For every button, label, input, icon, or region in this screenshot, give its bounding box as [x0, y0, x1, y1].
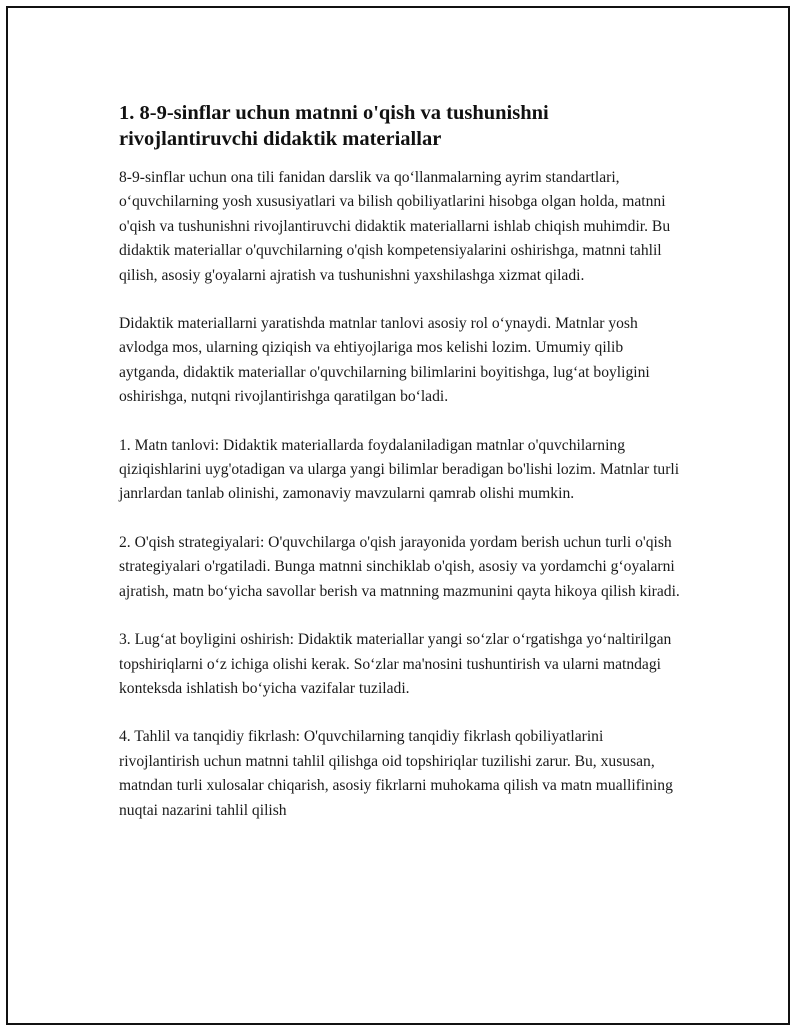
paragraph-point-3: 3. Lug‘at boyligini oshirish: Didaktik materiallar yangi so‘zlar o‘rgatishga yo‘naltirilgan topshiriqlarni o‘z ichiga olishi kerak. So‘zlar ma'nosini tushuntirish va ularni matndagi konteksda ishlatish bo‘yicha vazifalar tuziladi.	[119, 631, 672, 697]
paragraph-intro: 8-9-sinflar uchun ona tili fanidan darslik va qo‘llanmalarning ayrim standartlari, o‘quvchilarning yosh xususiyatlari va bilish qobiliyatlarini hisobga olgan holda, matnni o'qish va tushunishni rivojlantiruvchi didaktik materiallarni ishlab chiqish muhimdir. Bu didaktik materiallar o'quvchilarning o'qish kompetensiyalarini oshirishga, matnni tahlil qilish, asosiy g'oyalarni ajratish va tushunishni yaxshilashga xizmat qiladi.	[119, 169, 671, 284]
document-body	[119, 100, 684, 847]
paragraph-text-selection-role: Didaktik materiallarni yaratishda matnlar tanlovi asosiy rol o‘ynaydi. Matnlar yosh avlodga mos, ularning qiziqish va ehtiyojlariga mos kelishi lozim. Umumiy qilib aytganda, didaktik materiallar o'quvchilarning bilimlarini boyitishga, lug‘at boyligini oshirishga, nutqni rivojlantirishga qaratilgan bo‘ladi.	[119, 315, 650, 406]
paragraph-point-2: 2. O'qish strategiyalari: O'quvchilarga o'qish jarayonida yordam berish uchun turli o'qish strategiyalari o'rgatiladi. Bunga matnni sinchiklab o'qish, asosiy va yordamchi g‘oyalarni ajratish, matn bo‘yicha savollar berish va matnning mazmunini qayta hikoya qilish kiradi.	[119, 533, 680, 600]
paragraph-point-1: 1. Matn tanlovi: Didaktik materiallarda foydalaniladigan matnlar o'quvchilarning qiziqishlarini uyg'otadigan va ularga yangi bilimlar beradigan bo'lishi lozim. Matnlar turli janrlardan tanlab olinishi, zamonaviy mavzularni qamrab olishi mumkin.	[119, 436, 680, 503]
section-heading: 1. 8-9-sinflar uchun matnni o'qish va tushunishni rivojlantiruvchi didaktik materiallar	[119, 102, 549, 150]
page-frame	[6, 6, 790, 1025]
paragraph-point-4: 4. Tahlil va tanqidiy fikrlash: O'quvchilarning tanqidiy fikrlash qobiliyatlarini rivojlantirish uchun matnni tahlil qilishga oid topshiriqlar tuzilishi zarur. Bu, xususan, matndan turli xulosalar chiqarish, asosiy fikrlarni muhokama qilish va matn muallifining nuqtai nazarini tahlil qilish	[119, 728, 673, 819]
